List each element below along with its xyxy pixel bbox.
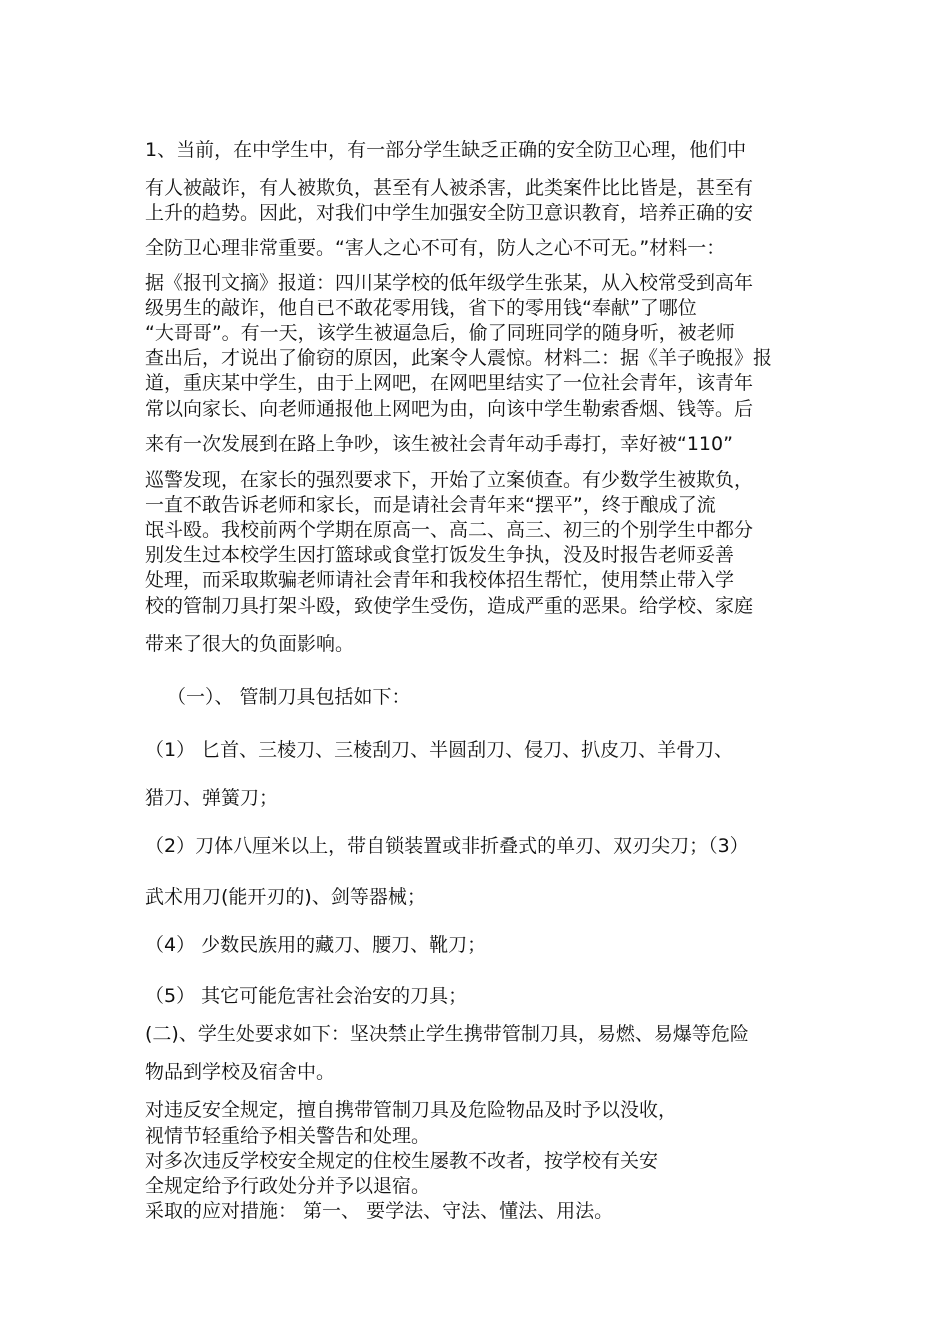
paragraph-line: 道，重庆某中学生，由于上网吧，在网吧里结实了一位社会青年，该青年 xyxy=(145,372,754,394)
paragraph-line: 处理，而采取欺骗老师请社会青年和我校体招生帮忙，使用禁止带入学 xyxy=(145,569,735,591)
section-heading-1: （一）、 管制刀具包括如下： xyxy=(167,686,411,708)
list-item: （4） 少数民族用的藏刀、腰刀、靴刀； xyxy=(145,934,487,956)
paragraph-line: 来有一次发展到在路上争吵，该生被社会青年动手毒打，幸好被“110” xyxy=(145,433,733,455)
paragraph-line: 物品到学校及宿舍中。 xyxy=(145,1061,336,1083)
paragraph-line: 氓斗殴。我校前两个学期在原高一、高二、高三、初三的个别学生中都分 xyxy=(145,519,754,541)
paragraph-line: 巡警发现，在家长的强烈要求下，开始了立案侦查。有少数学生被欺负， xyxy=(145,469,754,491)
section-heading-2: (二)、学生处要求如下：坚决禁止学生携带管制刀具，易燃、易爆等危险 xyxy=(145,1023,749,1045)
paragraph-line: 视情节轻重给予相关警告和处理。 xyxy=(145,1125,431,1147)
paragraph-line: 有人被敲诈，有人被欺负，甚至有人被杀害，此类案件比比皆是，甚至有 xyxy=(145,177,754,199)
paragraph-line: 常以向家长、向老师通报他上网吧为由，向该中学生勒索香烟、钱等。后 xyxy=(145,398,754,420)
list-item: （1） 匕首、三棱刀、三棱刮刀、半圆刮刀、侵刀、扒皮刀、羊骨刀、 xyxy=(145,739,734,761)
paragraph-line: 一直不敢告诉老师和家长，而是请社会青年来“摆平”，终于酿成了流 xyxy=(145,494,716,516)
paragraph-line: 据《报刊文摘》报道：四川某学校的低年级学生张某，从入校常受到高年 xyxy=(145,272,754,294)
paragraph-line: 对违反安全规定，擅自携带管制刀具及危险物品及时予以没收， xyxy=(145,1099,678,1121)
paragraph-line: 采取的应对措施： 第一、 要学法、守法、懂法、用法。 xyxy=(145,1200,614,1222)
paragraph-line: 别发生过本校学生因打篮球或食堂打饭发生争执，没及时报告老师妥善 xyxy=(145,544,735,566)
paragraph-line: 校的管制刀具打架斗殴，致使学生受伤，造成严重的恶果。给学校、家庭 xyxy=(145,595,754,617)
paragraph-line: “大哥哥”。有一天，该学生被逼急后，偷了同班同学的随身听，被老师 xyxy=(145,322,735,344)
paragraph-line: 1、当前，在中学生中，有一部分学生缺乏正确的安全防卫心理，他们中 xyxy=(145,139,747,161)
paragraph-line: 上升的趋势。因此，对我们中学生加强安全防卫意识教育，培养正确的安 xyxy=(145,202,754,224)
paragraph-line: 全防卫心理非常重要。“害人之心不可有，防人之心不可无。”材料一： xyxy=(145,237,726,259)
paragraph-line: 查出后，才说出了偷窃的原因，此案令人震惊。材料二：据《羊子晚报》报 xyxy=(145,347,773,369)
list-item: （2）刀体八厘米以上，带自锁装置或非折叠式的单刃、双刃尖刀；（3） xyxy=(145,835,749,857)
list-item: （5） 其它可能危害社会治安的刀具； xyxy=(145,985,468,1007)
paragraph-line: 全规定给予行政处分并予以退宿。 xyxy=(145,1175,431,1197)
list-item: 猎刀、弹簧刀； xyxy=(145,787,279,809)
paragraph-line: 级男生的敲诈，他自已不敢花零用钱，省下的零用钱“奉献”了哪位 xyxy=(145,297,697,319)
paragraph-line: 对多次违反学校安全规定的住校生屡教不改者，按学校有关安 xyxy=(145,1150,659,1172)
paragraph-line: 带来了很大的负面影响。 xyxy=(145,633,355,655)
list-item: 武术用刀(能开刃的)、剑等器械； xyxy=(145,886,426,908)
